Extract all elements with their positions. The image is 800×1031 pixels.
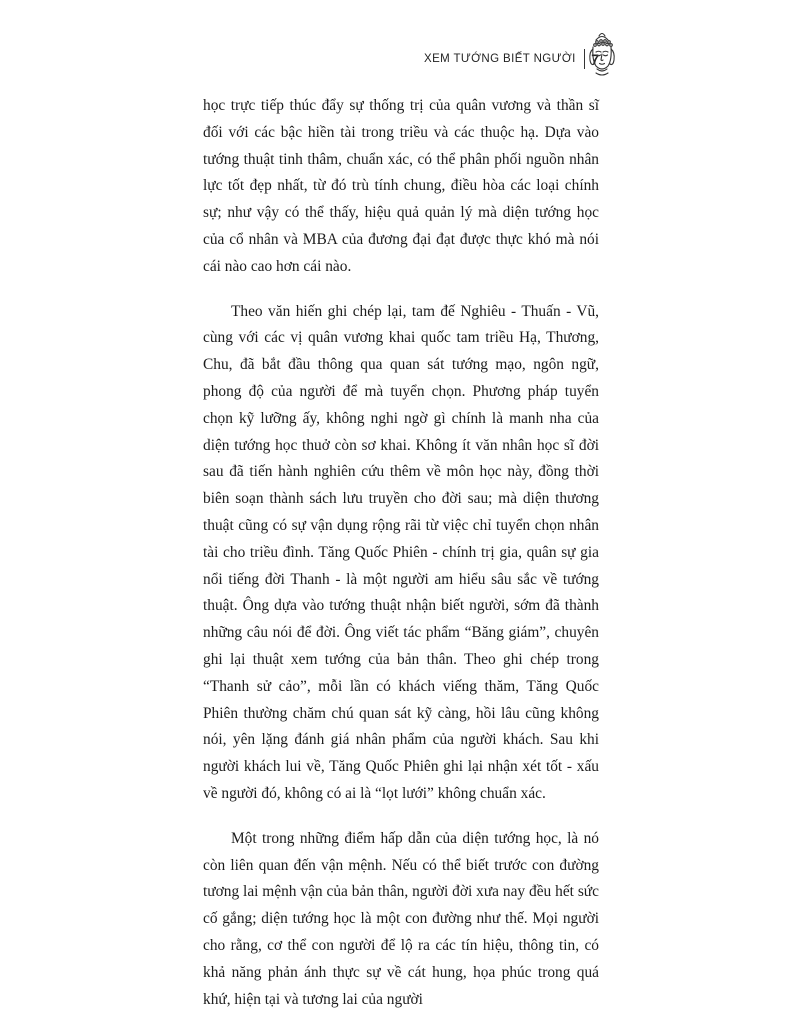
- paragraph-2: Theo văn hiến ghi chép lại, tam đế Nghiêu - Thuấn - Vũ, cùng với các vị quân vương khai quốc tam triều Hạ, Thương, Chu, đã bắt đầu thông qua quan sát tướng mạo, ngôn ngữ, phong độ của người để mà tuyển chọn. Phương pháp tuyển chọn kỹ lưỡng ấy, không nghi ngờ gì chính là manh nha của diện tướng học thuở còn sơ khai. Không ít văn nhân học sĩ đời sau đã tiến hành nghiên cứu thêm về môn học này, đồng thời biên soạn thành sách lưu truyền cho đời sau; mà diện thương thuật cũng có sự vận dụng rộng rãi từ việc chỉ tuyển chọn nhân tài cho triều đình. Tăng Quốc Phiên - chính trị gia, quân sự gia nổi tiếng đời Thanh - là một người am hiểu sâu sắc về tướng thuật. Ông dựa vào tướng thuật nhận biết người, sớm đã thành những câu nói để đời. Ông viết tác phẩm “Băng giám”, chuyên ghi lại thuật xem tướng của bản thân. Theo ghi chép trong “Thanh sử cảo”, mỗi lần có khách viếng thăm, Tăng Quốc Phiên thường chăm chú quan sát kỹ càng, hồi lâu cũng không nói, yên lặng đánh giá nhân phẩm của người khách. Sau khi người khách lui về, Tăng Quốc Phiên ghi lại nhận xét tốt - xấu về người đó, không có ai là “lọt lưới” không chuẩn xác.: [203, 302, 599, 802]
- book-title-header: XEM TƯỚNG BIẾT NGƯỜI: [424, 53, 576, 65]
- running-header: [424, 44, 599, 74]
- paragraph-3: Một trong những điểm hấp dẫn của diện tướng học, là nó còn liên quan đến vận mệnh. Nếu có thể biết trước con đường tương lai mệnh vận của bản thân, người đời xưa nay đều hết sức cố gắng; diện tướng học là một con đường như thế. Mọi người cho rằng, cơ thể con người để lộ ra các tín hiệu, thông tin, có khả năng phản ánh thực sự về cát hung, họa phúc trong quá khứ, hiện tại và tương lai của người: [203, 829, 599, 1008]
- page-number: 7: [591, 51, 600, 67]
- buddha-head-icon: [584, 30, 620, 80]
- body-text: [203, 93, 599, 1031]
- paragraph-1: học trực tiếp thúc đẩy sự thống trị của quân vương và thần sĩ đối với các bậc hiền tài trong triều và các thuộc hạ. Dựa vào tướng thuật tinh thâm, chuẩn xác, có thể phân phối nguồn nhân lực tốt đẹp nhất, từ đó trù tính chung, điều hòa các loại chính sự; như vậy có thể thấy, hiệu quả quản lý mà diện tướng học của cổ nhân và MBA của đương đại đạt được thực khó mà nói cái nào cao hơn cái nào.: [203, 97, 599, 275]
